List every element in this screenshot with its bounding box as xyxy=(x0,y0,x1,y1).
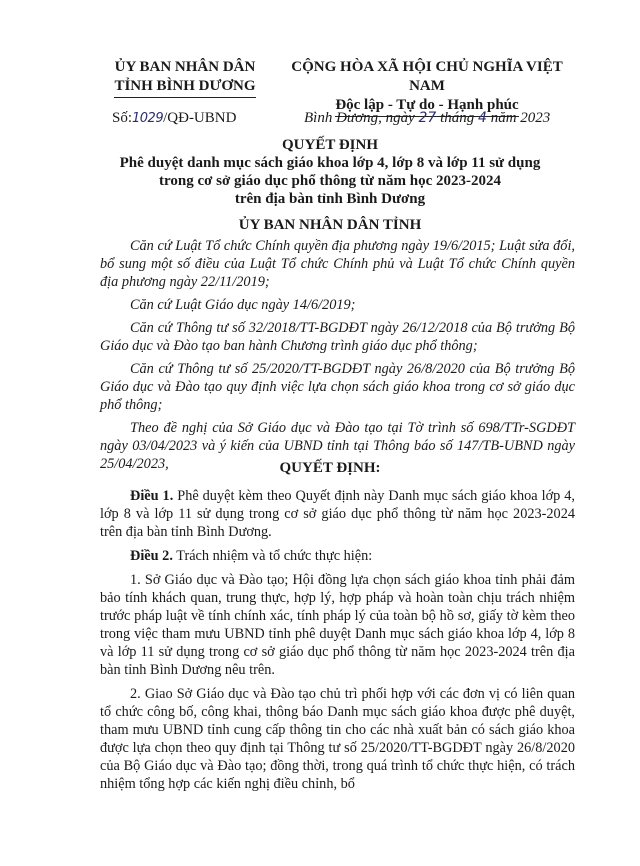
decision-body xyxy=(100,487,575,799)
country-name: CỘNG HÒA XÃ HỘI CHỦ NGHĨA VIỆT NAM xyxy=(291,59,563,94)
issuing-authority xyxy=(100,58,270,98)
place-and-date xyxy=(304,110,550,127)
article-2-label: Điều 2. xyxy=(130,548,173,564)
doc-number-suffix: /QĐ-UBND xyxy=(163,110,237,126)
month-label: tháng xyxy=(440,110,475,126)
decision-title xyxy=(60,136,600,208)
basis-item: Căn cứ Luật Tổ chức Chính quyền địa phương ngày 19/6/2015; Luật sửa đổi, bổ sung một số điều của Luật Tổ chức Chính phủ và Luật Tổ chức Chính quyền địa phương ngày 22/11/2019; xyxy=(100,238,575,290)
article-2-clause-1: 1. Sở Giáo dục và Đào tạo; Hội đồng lựa chọn sách giáo khoa tỉnh phải đảm bảo tính khách quan, trung thực, hợp lý, hợp pháp và hoàn toàn chịu trách nhiệm trước pháp luật về tính chính xác, tính pháp lý của toàn bộ hồ sơ, giấy tờ kèm theo trong việc tham mưu UBND tỉnh phê duyệt Danh mục sách giáo khoa lớp 4, lớp 8 và lớp 11 sử dụng trong cơ sở giáo dục phổ thông từ năm học 2023-2024 trên địa bàn tỉnh Bình Dương nêu trên. xyxy=(100,572,575,678)
year-label: năm 2023 xyxy=(490,110,551,126)
day-handwritten: 27 xyxy=(418,110,437,126)
title-main: QUYẾT ĐỊNH xyxy=(282,137,378,153)
motto: Độc lập - Tự do - Hạnh phúc xyxy=(335,96,518,117)
doc-number-handwritten: 1029 xyxy=(132,111,164,126)
authority-heading: ỦY BAN NHÂN DÂN TỈNH xyxy=(238,217,422,233)
doc-number-prefix: Số: xyxy=(112,110,133,126)
article-1-label: Điều 1. xyxy=(130,488,174,504)
basis-item: Căn cứ Luật Giáo dục ngày 14/6/2019; xyxy=(130,297,356,313)
title-line-3: trên địa bàn tỉnh Bình Dương xyxy=(234,191,426,207)
article-2-clause-2: 2. Giao Sở Giáo dục và Đào tạo chủ trì phối hợp với các đơn vị có liên quan tổ chức công bố, công khai, thông báo Danh mục sách giáo khoa được phê duyệt, tham mưu UBND tỉnh cung cấp thông tin cho các nhà xuất bản có sách giáo khoa được lựa chọn theo quy định tại Thông tư số 25/2020/TT-BGDĐT ngày 26/8/2020 của Bộ Giáo dục và Đào tạo; đồng thời, trong quá trình tổ chức thực hiện, có trách nhiệm tổng hợp các kiến nghị điều chỉnh, bổ xyxy=(100,686,575,792)
basis-item: Theo đề nghị của Sở Giáo dục và Đào tạo tại Tờ trình số 698/TTr-SGDĐT ngày 03/04/2023 và ý kiến của UBND tỉnh tại Thông báo số 147/TB-UBND ngày 25/04/2023, xyxy=(100,420,575,472)
basis-item: Căn cứ Thông tư số 25/2020/TT-BGDĐT ngày 26/8/2020 của Bộ trưởng Bộ Giáo dục và Đào tạo quy định việc lựa chọn sách giáo khoa trong cơ sở giáo dục phổ thông; xyxy=(100,361,575,413)
article-2-text: Trách nhiệm và tổ chức thực hiện: xyxy=(172,548,373,564)
legal-basis xyxy=(100,237,575,478)
article-1-text: Phê duyệt kèm theo Quyết định này Danh mục sách giáo khoa lớp 4, lớp 8 và lớp 11 sử dụng trong cơ sở giáo dục phổ thông từ năm học 2023-2024 trên địa bàn tỉnh Bình Dương. xyxy=(100,488,575,540)
document-number xyxy=(112,110,236,127)
title-line-2: trong cơ sở giáo dục phổ thông từ năm học 2023-2024 xyxy=(158,173,502,189)
issuer-line-1: ỦY BAN NHÂN DÂN xyxy=(114,59,256,75)
place: Bình Dương, ngày xyxy=(304,110,415,126)
article-2 xyxy=(100,547,575,565)
month-handwritten: 4 xyxy=(478,110,487,126)
article-1 xyxy=(100,487,575,541)
decide-heading: QUYẾT ĐỊNH: xyxy=(279,460,381,476)
basis-item: Căn cứ Thông tư số 32/2018/TT-BGDĐT ngày 26/12/2018 của Bộ trưởng Bộ Giáo dục và Đào tạo ban hành Chương trình giáo dục phổ thông; xyxy=(100,320,575,354)
title-line-1: Phê duyệt danh mục sách giáo khoa lớp 4, lớp 8 và lớp 11 sử dụng xyxy=(119,155,541,171)
national-motto xyxy=(282,58,572,117)
issuer-line-2: TỈNH BÌNH DƯƠNG xyxy=(114,77,255,98)
